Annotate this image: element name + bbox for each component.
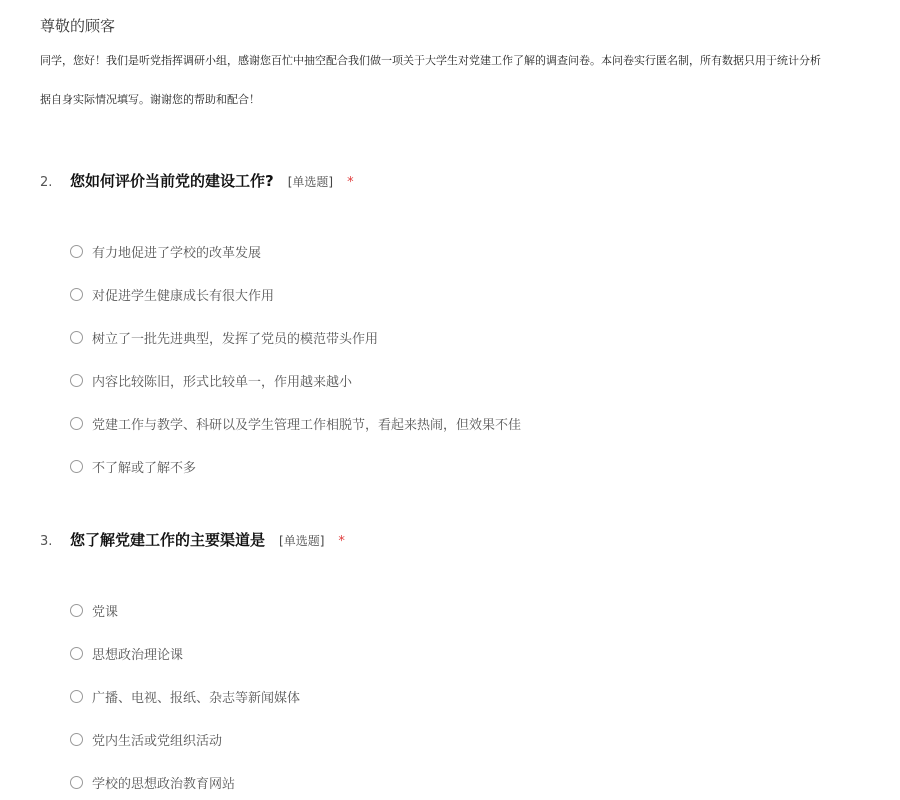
option-label: 不了解或了解不多: [92, 461, 197, 476]
question-2-option-5[interactable]: [70, 414, 521, 433]
required-marker: *: [338, 534, 345, 549]
intro-text-line-1: 同学，您好！我们是听党指挥调研小组，感谢您百忙中抽空配合我们做一项关于大学生对党建工作了解的调查问卷。本问卷实行匿名制，所有数据只用于统计分析: [40, 54, 821, 67]
question-3-option-3[interactable]: [70, 687, 300, 706]
option-label: 对促进学生健康成长有很大作用: [92, 289, 275, 304]
option-label: 学校的思想政治教育网站: [92, 777, 236, 792]
radio-button[interactable]: [70, 460, 83, 473]
radio-button[interactable]: [70, 288, 83, 301]
radio-button[interactable]: [70, 331, 83, 344]
radio-button[interactable]: [70, 647, 83, 660]
question-number: 3.: [40, 534, 53, 549]
option-label: 有力地促进了学校的改革发展: [92, 246, 262, 261]
radio-button[interactable]: [70, 417, 83, 430]
question-3-option-1[interactable]: [70, 601, 118, 620]
question-title: 您如何评价当前党的建设工作?: [70, 172, 274, 190]
question-2-option-6[interactable]: [70, 457, 196, 476]
question-2-option-2[interactable]: [70, 285, 274, 304]
question-type-label: [单选题]: [287, 175, 334, 189]
required-marker: *: [347, 175, 354, 190]
intro-text-line-2: 据自身实际情况填写。谢谢您的帮助和配合！: [40, 93, 260, 106]
question-type-label: [单选题]: [279, 534, 325, 548]
option-label: 思想政治理论课: [92, 648, 184, 663]
question-2-option-1[interactable]: [70, 242, 261, 261]
question-title: 您了解党建工作的主要渠道是: [70, 531, 266, 549]
radio-button[interactable]: [70, 776, 83, 789]
option-label: 树立了一批先进典型，发挥了党员的模范带头作用: [92, 332, 379, 347]
radio-button[interactable]: [70, 374, 83, 387]
question-2-option-4[interactable]: [70, 371, 352, 390]
question-number: 2.: [40, 175, 53, 190]
radio-button[interactable]: [70, 733, 83, 746]
option-label: 党建工作与教学、科研以及学生管理工作相脱节，看起来热闹，但效果不佳: [92, 418, 522, 433]
radio-button[interactable]: [70, 690, 83, 703]
option-label: 内容比较陈旧，形式比较单一，作用越来越小: [92, 375, 353, 390]
radio-button[interactable]: [70, 604, 83, 617]
option-label: 广播、电视、报纸、杂志等新闻媒体: [92, 691, 301, 706]
greeting-heading: 尊敬的顾客: [40, 17, 116, 35]
question-3-option-4[interactable]: [70, 730, 222, 749]
question-3-header: [40, 529, 345, 550]
question-3-option-2[interactable]: [70, 644, 183, 663]
option-label: 党内生活或党组织活动: [92, 734, 223, 749]
radio-button[interactable]: [70, 245, 83, 258]
option-label: 党课: [92, 605, 119, 620]
question-2-option-3[interactable]: [70, 328, 378, 347]
question-2-header: [40, 170, 354, 191]
question-3-option-5[interactable]: [70, 773, 235, 792]
